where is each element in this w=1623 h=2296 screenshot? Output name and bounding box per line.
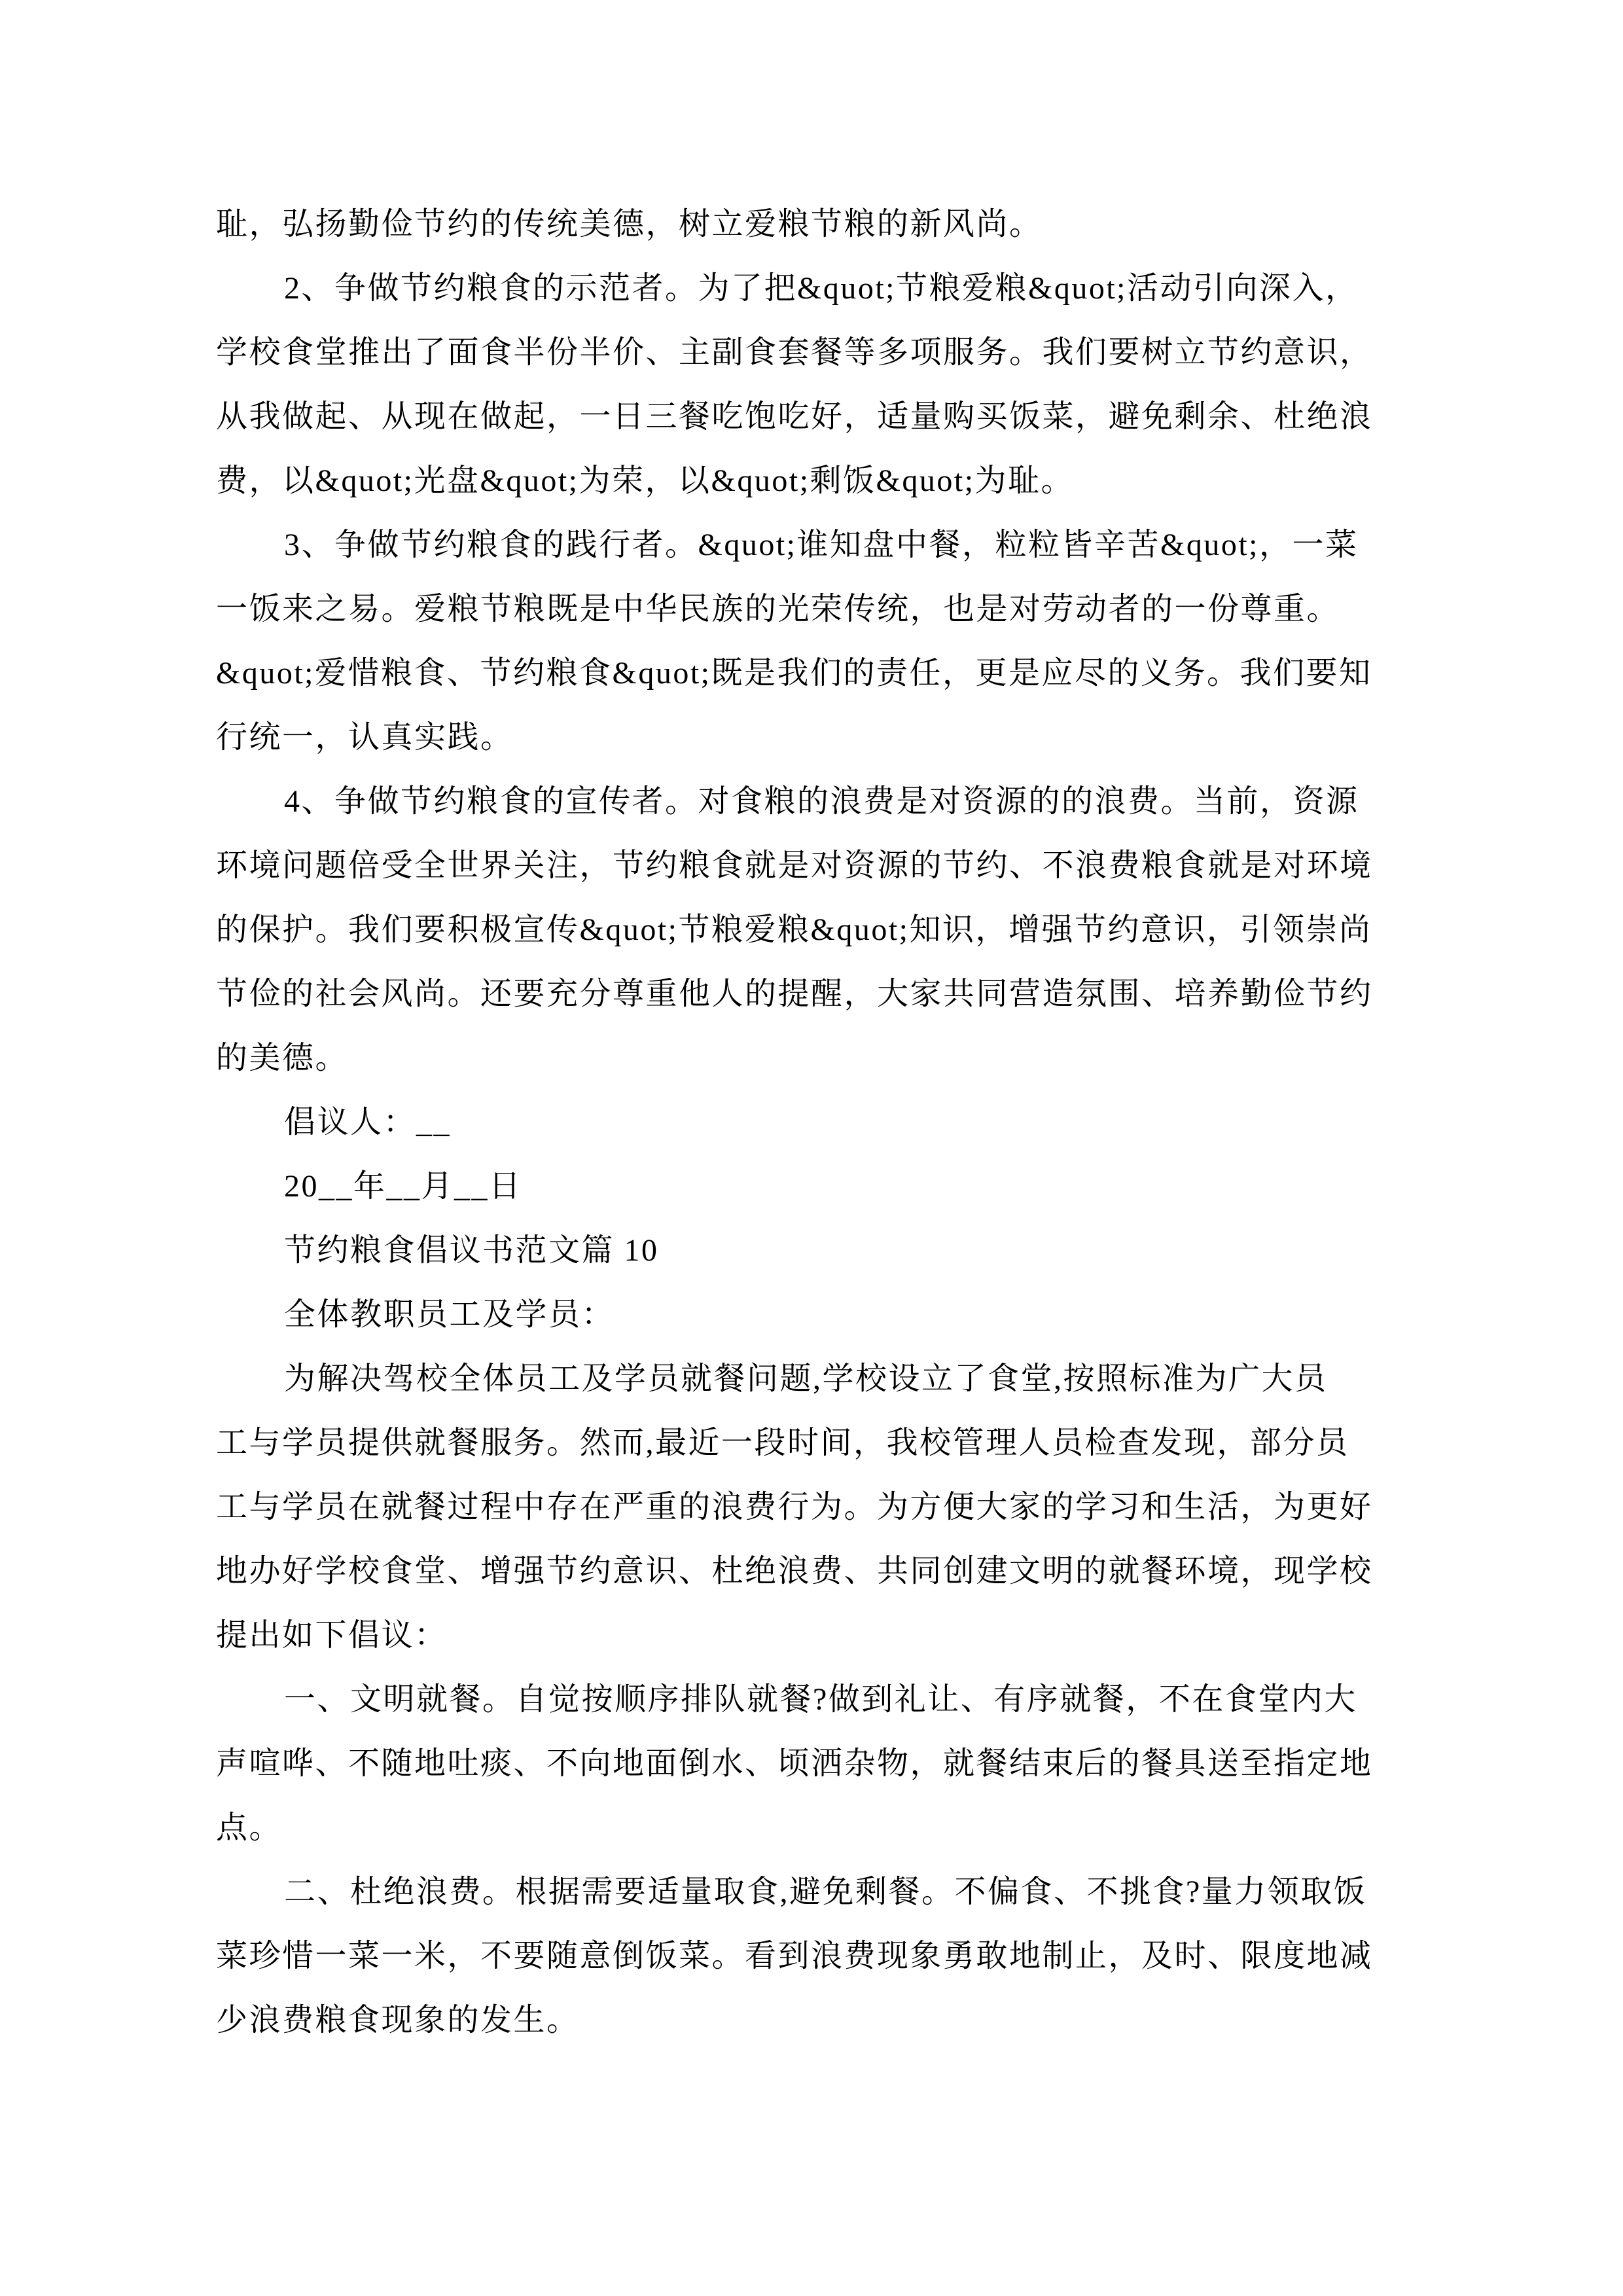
text-line: 声喧哗、不随地吐痰、不向地面倒水、顷洒杂物，就餐结束后的餐具送至指定地 (216, 1746, 1373, 1781)
text-line: 菜珍惜一菜一米，不要随意倒饭菜。看到浪费现象勇敢地制止，及时、限度地减 (216, 1939, 1373, 1973)
text-line: 费，以&quot;光盘&quot;为荣，以&quot;剩饭&quot;为耻。 (216, 463, 1075, 498)
text-line: 3、争做节约粮食的践行者。&quot;谁知盘中餐，粒粒皆辛苦&quot;，一菜 (284, 528, 1359, 562)
text-line: 行统一，认真实践。 (216, 720, 514, 755)
text-line: 耻，弘扬勤俭节约的传统美德，树立爱粮节粮的新风尚。 (216, 207, 1043, 242)
text-line: 的保护。我们要积极宣传&quot;节粮爱粮&quot;知识，增强节约意识，引领崇尚 (216, 912, 1372, 947)
text-line: 4、争做节约粮食的宣传者。对食粮的浪费是对资源的的浪费。当前，资源 (284, 784, 1359, 819)
text-line: &quot;爱惜粮食、节约粮食&quot;既是我们的责任，更是应尽的义务。我们要知 (216, 656, 1372, 691)
text-line: 环境问题倍受全世界关注，节约粮食就是对资源的节约、不浪费粮食就是对环境 (216, 848, 1373, 883)
text-line: 的美德。 (216, 1041, 349, 1075)
text-line: 2、争做节约粮食的示范者。为了把&quot;节粮爱粮&quot;活动引向深入， (284, 271, 1359, 306)
text-line: 节约粮食倡议书范文篇 10 (284, 1233, 659, 1268)
text-line: 二、杜绝浪费。根据需要适量取食,避免剩餐。不偏食、不挑食?量力领取饭 (284, 1874, 1367, 1909)
text-line: 一、文明就餐。自觉按顺序排队就餐?做到礼让、有序就餐，不在食堂内大 (284, 1682, 1357, 1717)
text-line: 点。 (216, 1810, 283, 1845)
text-line: 全体教职员工及学员： (284, 1297, 615, 1332)
text-line: 学校食堂推出了面食半份半价、主副食套餐等多项服务。我们要树立节约意识， (216, 335, 1373, 370)
text-line: 20__年__月__日 (284, 1169, 522, 1204)
text-line: 工与学员提供就餐服务。然而,最近一段时间，我校管理人员检查发现，部分员 (216, 1426, 1349, 1460)
text-line: 少浪费粮食现象的发生。 (216, 2003, 580, 2037)
text-line: 提出如下倡议： (216, 1618, 448, 1653)
text-line: 为解决驾校全体员工及学员就餐问题,学校设立了食堂,按照标准为广大员 (284, 1361, 1328, 1396)
text-line: 倡议人：__ (284, 1105, 452, 1139)
text-line: 节俭的社会风尚。还要充分尊重他人的提醒，大家共同营造氛围、培养勤俭节约 (216, 977, 1373, 1011)
text-line: 工与学员在就餐过程中存在严重的浪费行为。为方便大家的学习和生活，为更好 (216, 1490, 1373, 1524)
text-line: 从我做起、从现在做起，一日三餐吃饱吃好，适量购买饭菜，避免剩余、杜绝浪 (216, 399, 1373, 434)
text-line: 地办好学校食堂、增强节约意识、杜绝浪费、共同创建文明的就餐环境，现学校 (216, 1554, 1373, 1588)
text-line: 一饭来之易。爱粮节粮既是中华民族的光荣传统，也是对劳动者的一份尊重。 (216, 592, 1340, 626)
document-body (216, 192, 1433, 2053)
